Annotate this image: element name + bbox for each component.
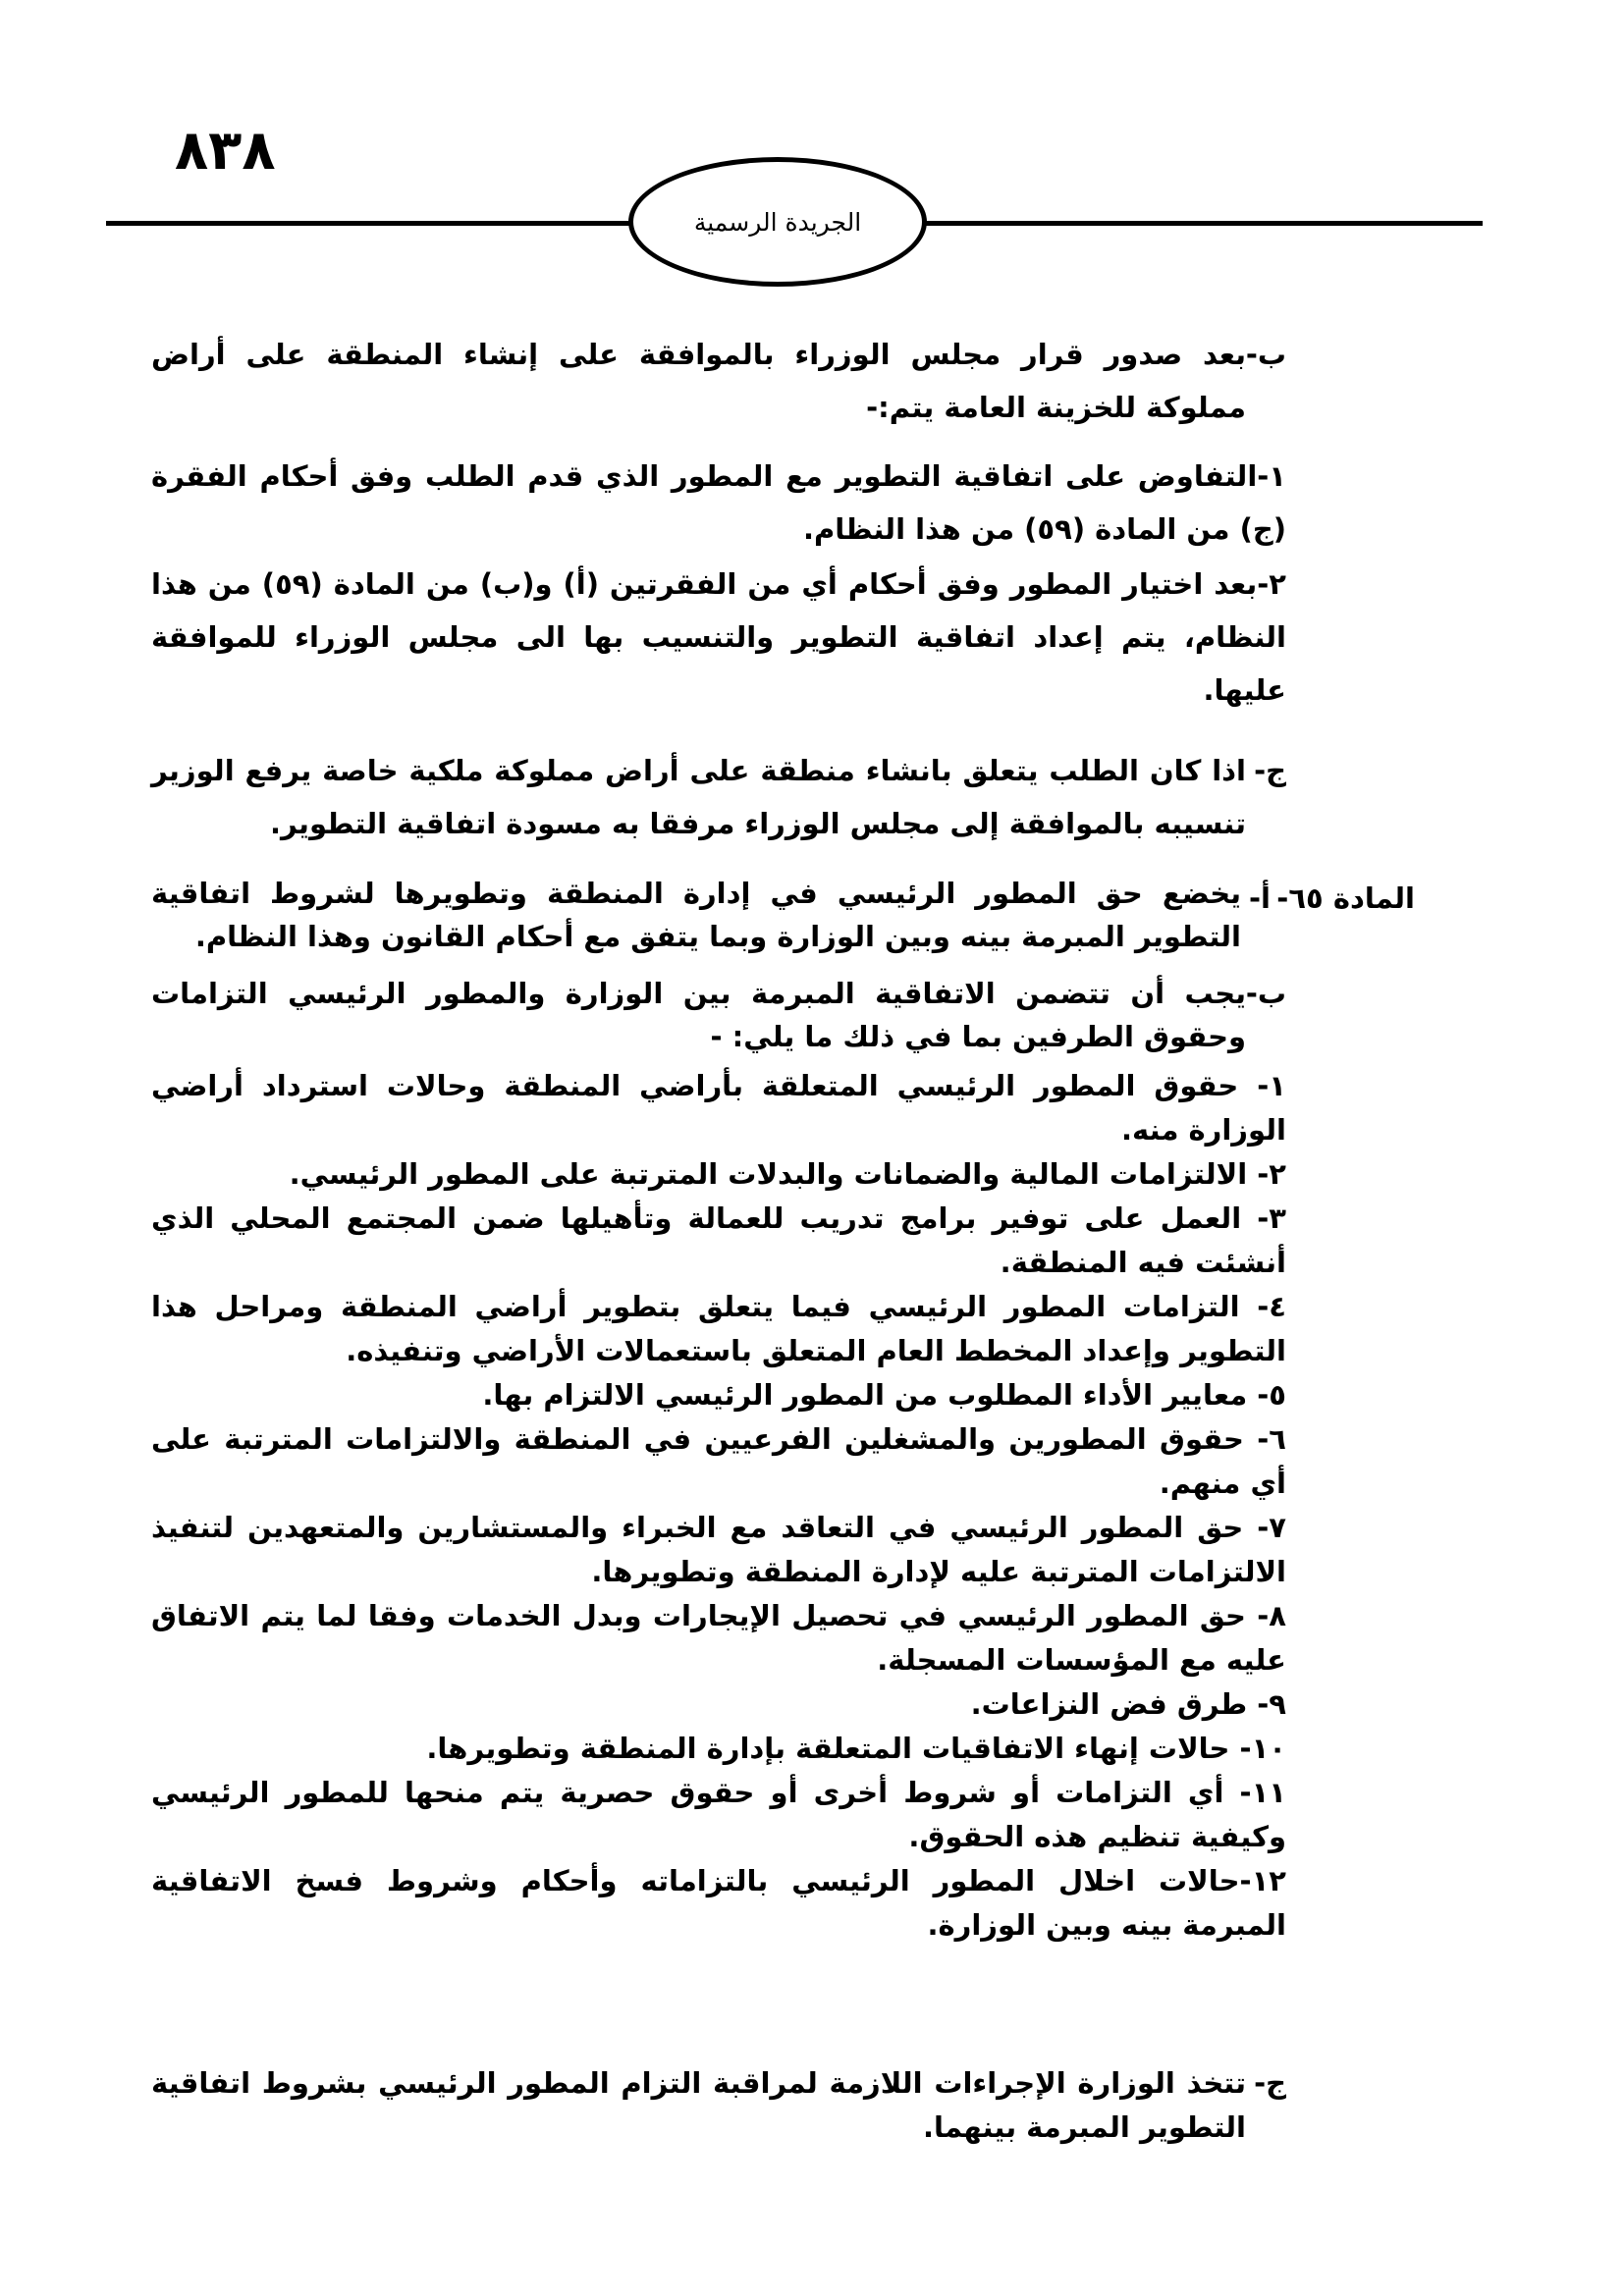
list-item: ٥- معايير الأداء المطلوب من المطور الرئيسي الالتزام بها. [482, 1378, 1286, 1412]
article-65-c-label: ج- [1254, 2066, 1286, 2100]
list-item: ٨- حق المطور الرئيسي في تحصيل الإيجارات وبدل الخدمات وفقا لما يتم الاتفاق عليه مع المؤسسات المسجلة. [151, 1599, 1286, 1677]
list-item: ١١- أي التزامات أو شروط أخرى أو حقوق حصرية يتم منحها للمطور الرئيسي وكيفية تنظيم هذه الحقوق. [151, 1776, 1286, 1853]
article-65-a-text [151, 872, 1241, 958]
para-c-text-content: اذا كان الطلب يتعلق بانشاء منطقة على أراض مملوكة ملكية خاصة يرفع الوزير تنسيبه بالموافقة إلى مجلس الوزراء مرفقا به مسودة اتفاقية التطوير. [151, 754, 1246, 840]
list-item: ١٢-حالات اخلال المطور الرئيسي بالتزاماته وأحكام وشروط فسخ الاتفاقية المبرمة بينه وبين الوزارة. [151, 1864, 1286, 1942]
list-item: ١٠- حالات إنهاء الاتفاقيات المتعلقة بإدارة المنطقة وتطويرها. [426, 1732, 1286, 1765]
para-c-text [151, 744, 1246, 850]
article-65-a-content: يخضع حق المطور الرئيسي في إدارة المنطقة وتطويرها لشروط اتفاقية التطوير المبرمة بينه وبين الوزارة وبما يتفق مع أحكام القانون وهذا النظام. [151, 877, 1241, 953]
article-65-b-text [151, 972, 1246, 1058]
list-item: ٦- حقوق المطورين والمشغلين الفرعيين في المنطقة والالتزامات المترتبة على أي منهم. [151, 1422, 1286, 1500]
header-oval [628, 157, 927, 287]
list-item: ٤- التزامات المطور الرئيسي فيما يتعلق بتطوير أراضي المنطقة ومراحل هذا التطوير وإعداد المخطط العام المتعلق باستعمالات الأراضي وتنفيذه. [151, 1290, 1286, 1367]
article-65-c-content: تتخذ الوزارة الإجراءات اللازمة لمراقبة التزام المطور الرئيسي بشروط اتفاقية التطوير المبرمة بينهما. [151, 2066, 1246, 2144]
list-item: ٧- حق المطور الرئيسي في التعاقد مع الخبراء والمستشارين والمتعهدين لتنفيذ الالتزامات المترتبة عليه لإدارة المنطقة وتطويرها. [151, 1511, 1286, 1588]
gazette-title: الجريدة الرسمية [693, 207, 862, 237]
para-b-label: ب- [1245, 338, 1286, 371]
article-65-c-text [151, 2061, 1246, 2150]
article-65-a-label: أ- [1249, 881, 1271, 915]
list-item: ٢- الالتزامات المالية والضمانات والبدلات المترتبة على المطور الرئيسي. [289, 1157, 1286, 1191]
para-c-label: ج- [1254, 754, 1286, 787]
list-item: ٩- طرق فض النزاعات. [970, 1687, 1286, 1721]
item-b1 [151, 450, 1286, 556]
article-65-b-label: ب- [1245, 977, 1286, 1010]
list-item: ٣- العمل على توفير برامج تدريب للعمالة وتأهيلها ضمن المجتمع المحلي الذي أنشئت فيه المنطقة. [151, 1201, 1286, 1279]
article-65-label: المادة ٦٥- [1276, 881, 1415, 915]
list-item: ١- حقوق المطور الرئيسي المتعلقة بأراضي المنطقة وحالات استرداد أراضي الوزارة منه. [151, 1069, 1286, 1147]
para-b-text-content: بعد صدور قرار مجلس الوزراء بالموافقة على إنشاء المنطقة على أراض مملوكة للخزينة العامة يتم:- [151, 338, 1246, 424]
article-65-b-content: يجب أن تتضمن الاتفاقية المبرمة بين الوزارة والمطور الرئيسي التزامات وحقوق الطرفين بما في ذلك ما يلي: - [151, 977, 1246, 1053]
article-65-items [151, 1064, 1286, 1948]
para-b-text [151, 328, 1246, 434]
item-b2 [151, 558, 1286, 717]
page-number: ٨٣٨ [175, 119, 276, 183]
item-b2-content: ٢-بعد اختيار المطور وفق أحكام أي من الفقرتين (أ) و(ب) من المادة (٥٩) من هذا النظام، يتم إعداد اتفاقية التطوير والتنسيب بها الى مجلس الوزراء للموافقة عليها. [151, 567, 1286, 707]
item-b1-content: ١-التفاوض على اتفاقية التطوير مع المطور الذي قدم الطلب وفق أحكام الفقرة (ج) من المادة (٥٩) من هذا النظام. [151, 459, 1286, 546]
